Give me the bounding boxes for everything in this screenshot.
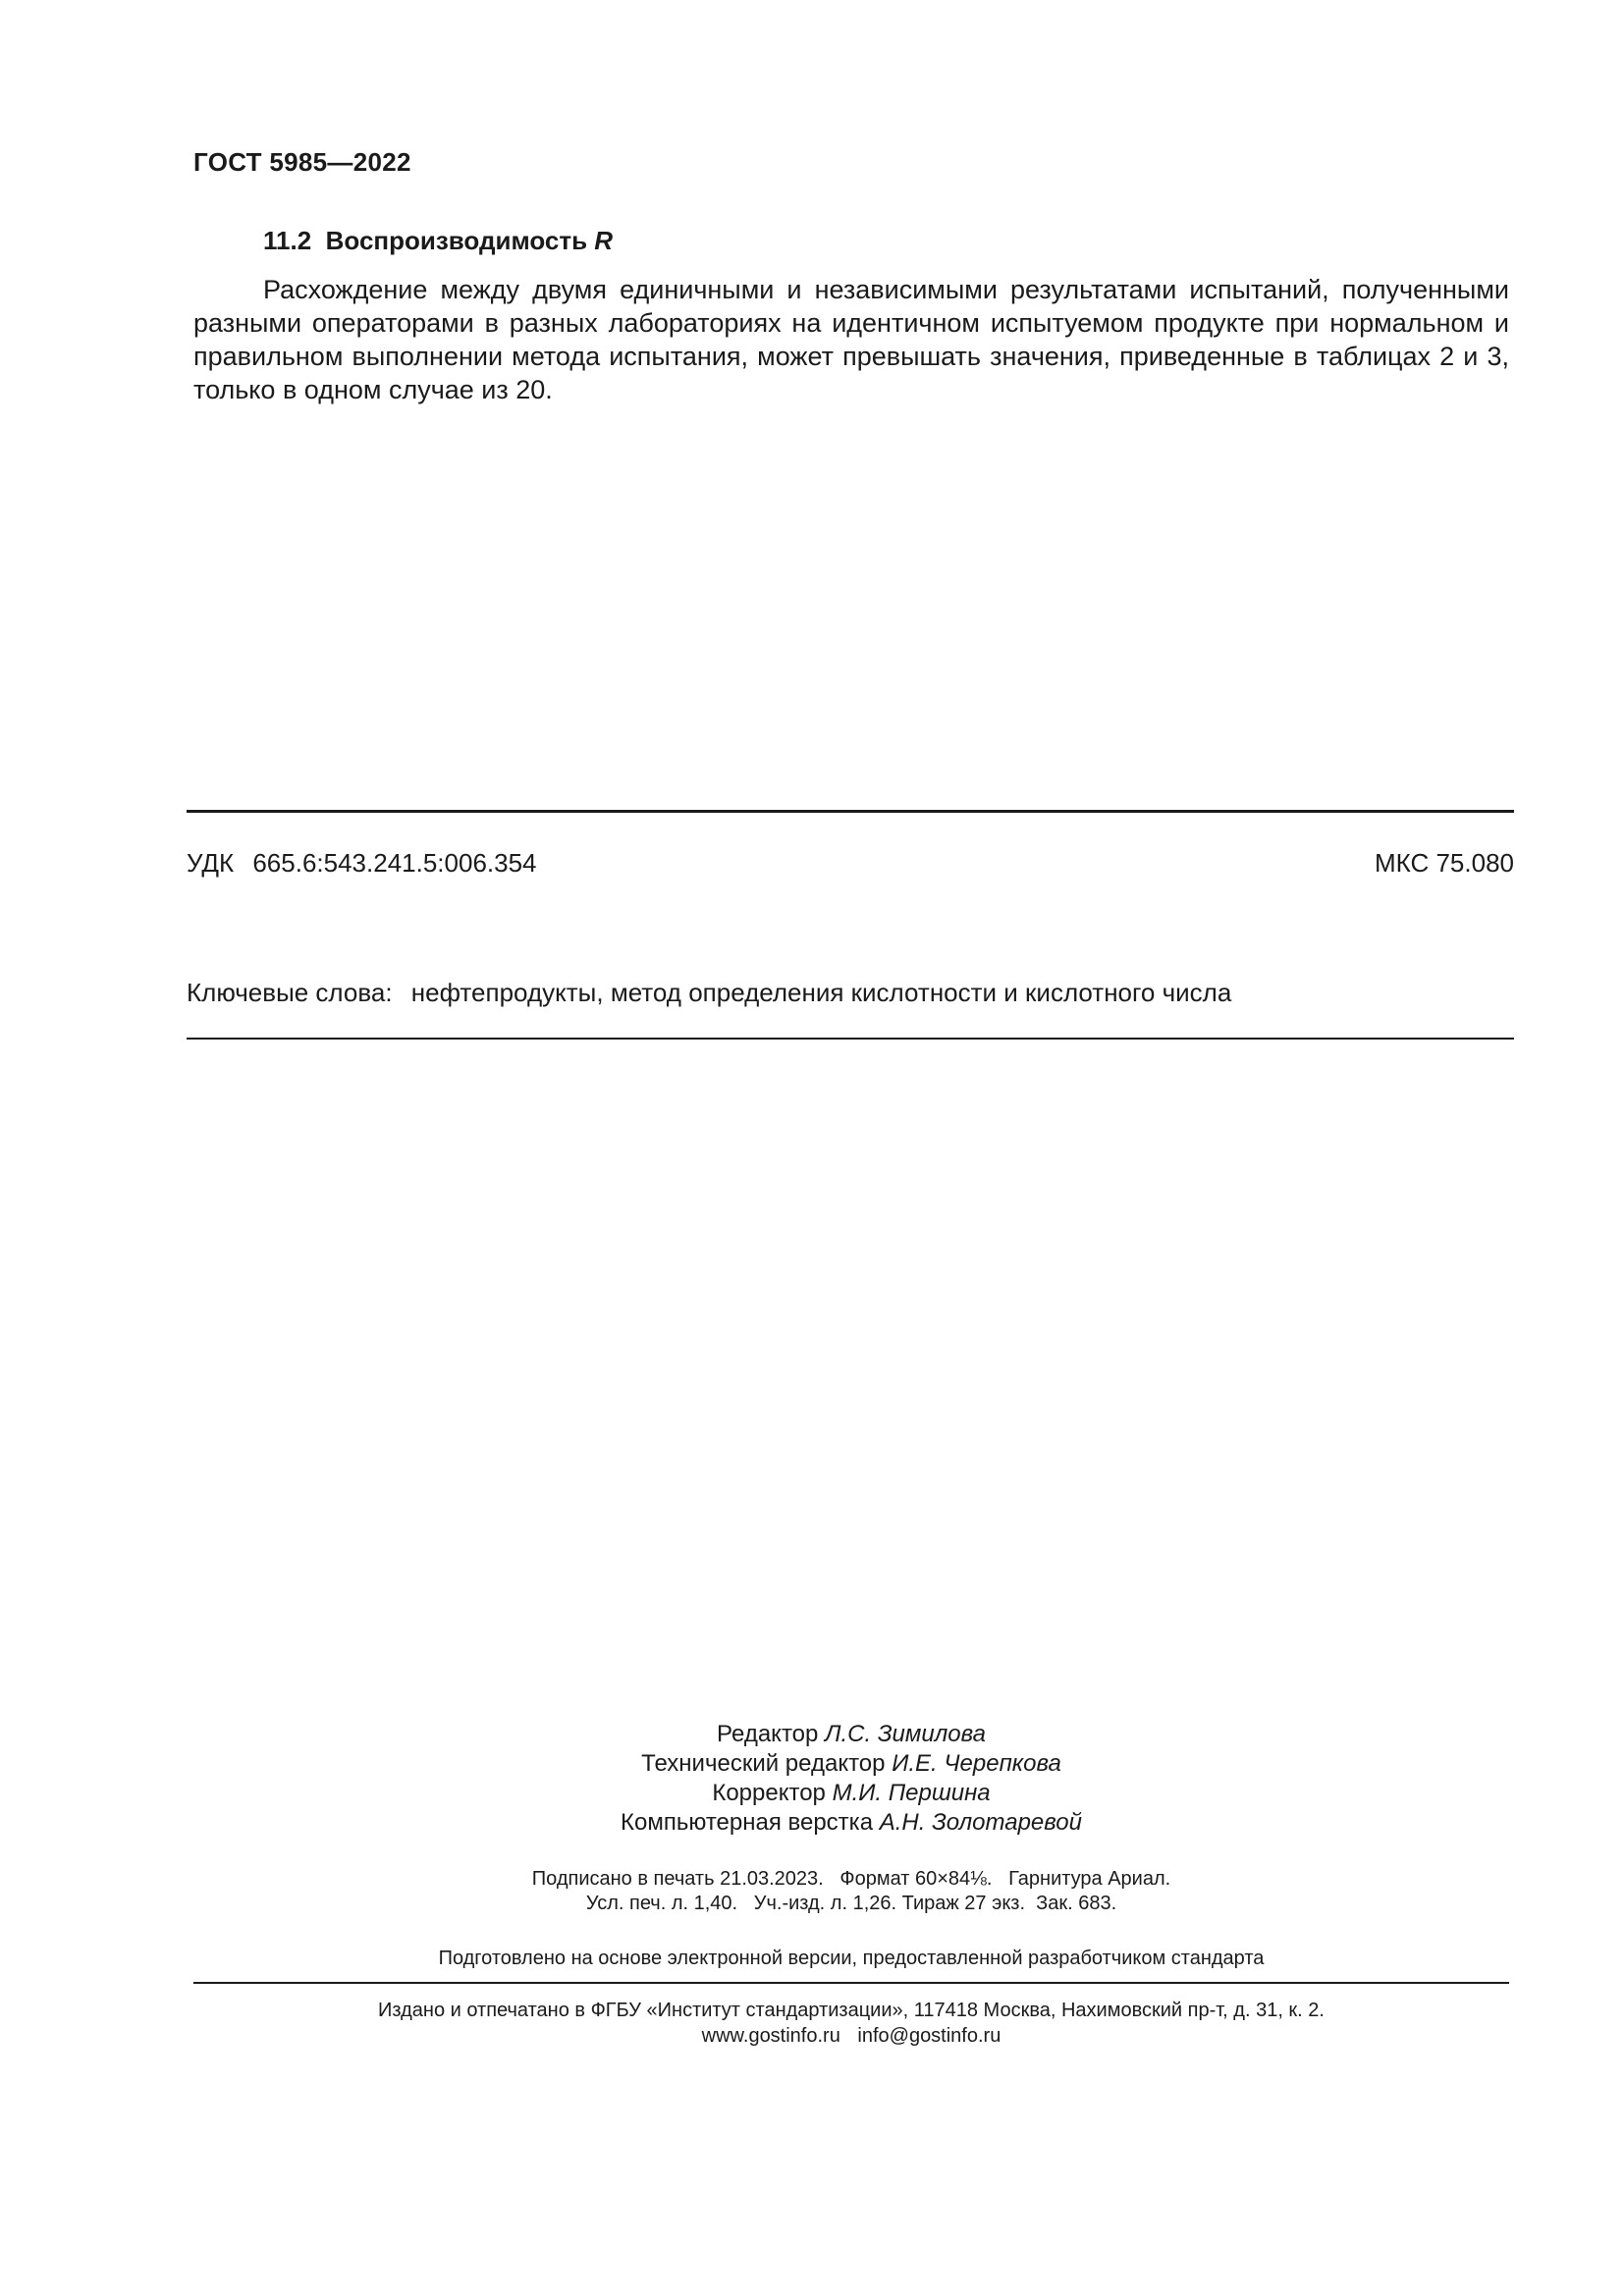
print-info-line2: Усл. печ. л. 1,40. Уч.-изд. л. 1,26. Тираж 27 экз. Зак. 683.	[585, 1893, 1117, 1914]
credit-role: Редактор	[717, 1721, 819, 1747]
credit-person: А.Н. Золотаревой	[879, 1809, 1082, 1836]
publisher-block	[0, 1998, 1624, 2049]
page-header-doc-id: ГОСТ 5985—2022	[193, 147, 411, 177]
credit-person: М.И. Першина	[832, 1780, 991, 1806]
prepared-note: Подготовлено на основе электронной версии, предоставленной разработчиком стандарта	[438, 1948, 1265, 1969]
print-info	[0, 1867, 1624, 1916]
publisher-contacts	[0, 2023, 1624, 2049]
credit-editor	[0, 1720, 1624, 1749]
credit-role: Компьютерная верстка	[621, 1809, 874, 1836]
keywords-line	[187, 978, 1231, 1008]
credit-role: Корректор	[712, 1780, 826, 1806]
credit-person: Л.С. Зимилова	[825, 1721, 986, 1747]
credit-role: Технический редактор	[641, 1750, 886, 1777]
section-symbol: R	[594, 226, 614, 255]
section-number: 11.2	[263, 226, 312, 255]
udk-label: УДК	[187, 848, 235, 878]
publisher-website[interactable]: www.gostinfo.ru	[701, 2025, 840, 2047]
section-heading	[263, 226, 613, 256]
publisher-address: Издано и отпечатано в ФГБУ «Институт стандартизации», 117418 Москва, Нахимовский пр-т, д. 31, к. 2.	[378, 2000, 1325, 2021]
print-info-line1: Подписано в печать 21.03.2023. Формат 60×84⅛. Гарнитура Ариал.	[531, 1868, 1171, 1890]
section-title: Воспроизводимость	[325, 226, 588, 255]
credit-person: И.Е. Черепкова	[892, 1750, 1061, 1777]
divider-keywords	[187, 1038, 1514, 1040]
keywords-label: Ключевые слова:	[187, 978, 393, 1007]
credits-block	[0, 1720, 1624, 1838]
credit-layout	[0, 1808, 1624, 1838]
section-paragraph: Расхождение между двумя единичными и независимыми результатами испытаний, полученными разными операторами в разных лабораториях на идентичном испытуемом продукте при нормальном и правильном выполнении метода испытания, может превышать значения, приведенные в таблицах 2 и 3, только в одном случае из 20.	[193, 275, 1509, 404]
divider-top	[187, 810, 1514, 813]
divider-footer	[193, 1982, 1509, 1984]
udk-code: 665.6:543.241.5:006.354	[252, 848, 537, 878]
keywords-value: нефтепродукты, метод определения кислотности и кислотного числа	[410, 978, 1232, 1007]
udk-line	[187, 848, 537, 879]
publisher-email[interactable]: info@gostinfo.ru	[857, 2025, 1001, 2047]
mks-code: МКС 75.080	[1374, 848, 1514, 878]
credit-tech-editor	[0, 1749, 1624, 1779]
credit-proofreader	[0, 1779, 1624, 1808]
